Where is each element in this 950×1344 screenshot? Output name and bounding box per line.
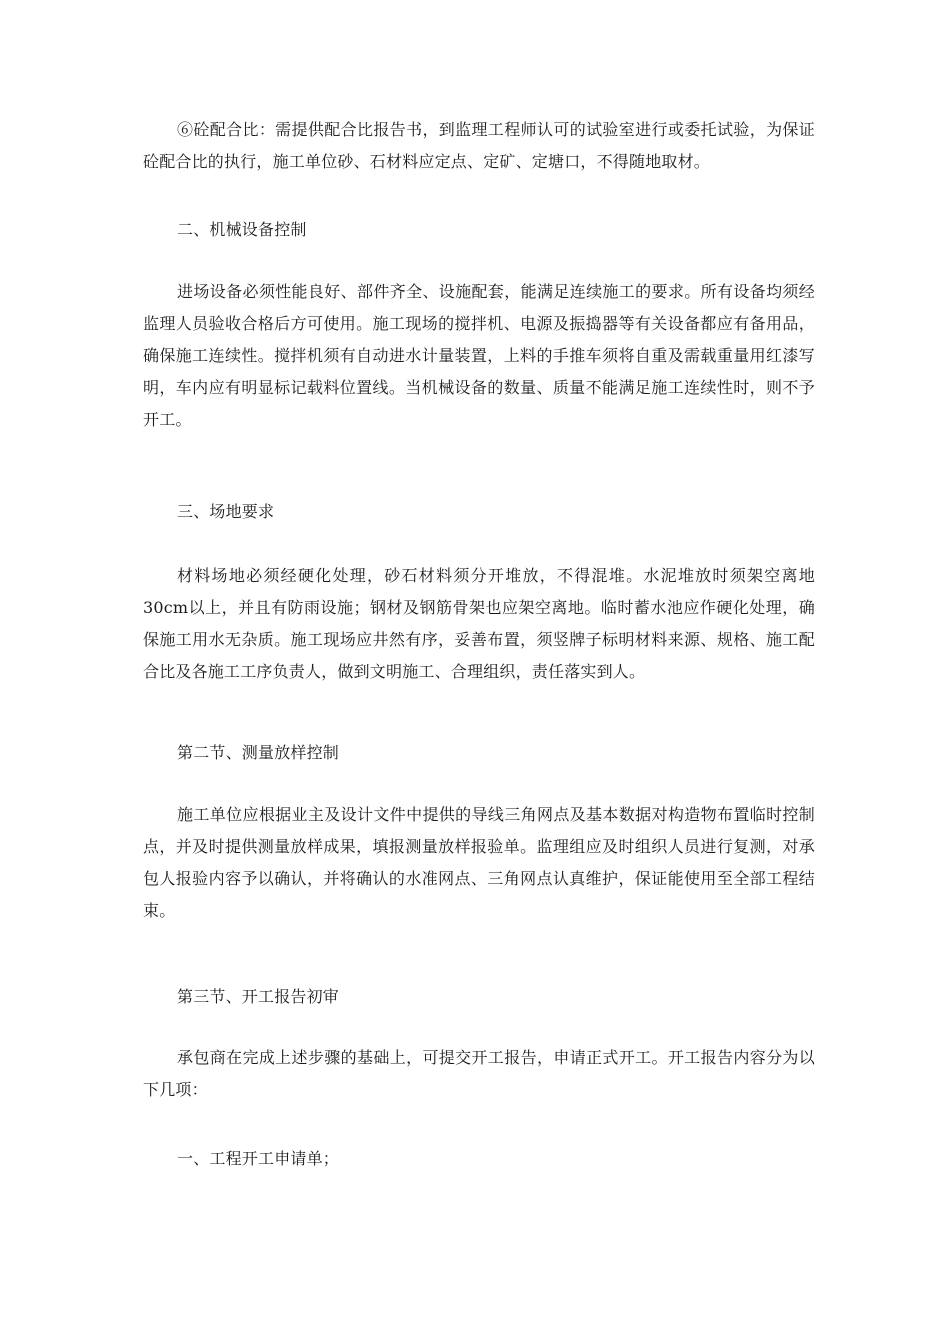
paragraph-mix-ratio: ⑥砼配合比：需提供配合比报告书，到监理工程师认可的试验室进行或委托试验，为保证砼配合比的执行，施工单位砂、石材料应定点、定矿、定塘口，不得随地取材。 (143, 120, 815, 171)
heading-site-requirements: 三、场地要求 (177, 502, 275, 521)
heading-equipment-control: 二、机械设备控制 (177, 220, 307, 239)
heading-survey-control: 第二节、测量放样控制 (177, 743, 340, 762)
paragraph-survey: 施工单位应根据业主及设计文件中提供的导线三角网点及基本数据对构造物布置临时控制点，并及时提供测量放样成果，填报测量放样报验单。监理组应及时组织人员进行复测，对承包人报验内容予以确认，并将确认的水准网点、三角网点认真维护，保证能使用至全部工程结束。 (143, 805, 815, 920)
heading-start-application: 一、工程开工申请单； (177, 1149, 340, 1168)
paragraph-equipment: 进场设备必须性能良好、部件齐全、设施配套，能满足连续施工的要求。所有设备均须经监理人员验收合格后方可使用。施工现场的搅拌机、电源及振捣器等有关设备都应有备用品，确保施工连续性。搅拌机须有自动进水计量装置，上料的手推车须将自重及需载重量用红漆写明，车内应有明显标记载料位置线。当机械设备的数量、质量不能满足施工连续性时，则不予开工。 (143, 282, 815, 429)
paragraph-start-report: 承包商在完成上述步骤的基础上，可提交开工报告，申请正式开工。开工报告内容分为以下几项： (143, 1048, 815, 1099)
heading-start-report-review: 第三节、开工报告初审 (177, 987, 340, 1006)
paragraph-site: 材料场地必须经硬化处理，砂石材料须分开堆放，不得混堆。水泥堆放时须架空离地30cm以上，并且有防雨设施；钢材及钢筋骨架也应架空离地。临时蓄水池应作硬化处理，确保施工用水无杂质。施工现场应井然有序，妥善布置，须竖牌子标明材料来源、规格、施工配合比及各施工工序负责人，做到文明施工、合理组织，责任落实到人。 (143, 566, 815, 681)
